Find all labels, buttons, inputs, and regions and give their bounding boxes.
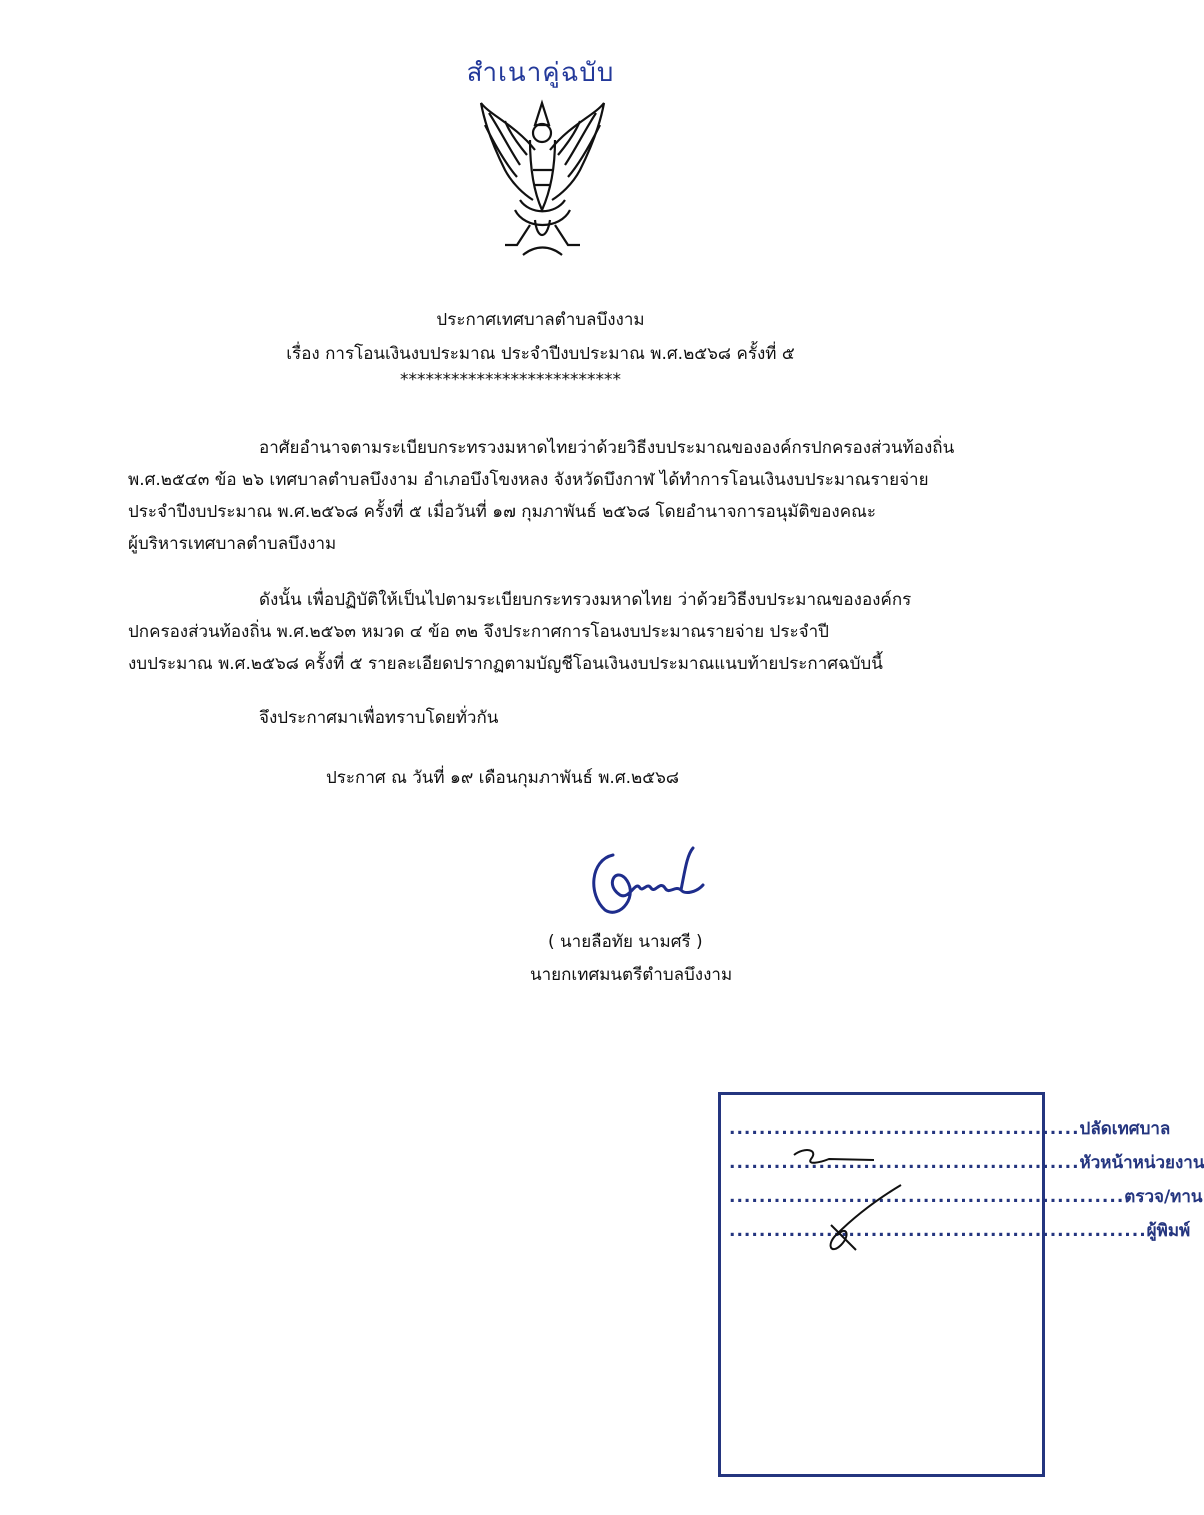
- approval-row-typist: ........................................................ ผู้พิมพ์: [729, 1217, 1042, 1244]
- garuda-emblem-icon: [475, 95, 610, 265]
- announcement-date: ประกาศ ณ วันที่ ๑๙ เดือนกุมภาพันธ์ พ.ศ.๒๕๖๘: [326, 768, 680, 788]
- paragraph-line: ดังนั้น เพื่อปฏิบัติให้เป็นไปตามระเบียบกระทรวงมหาดไทย ว่าด้วยวิธีงบประมาณขององค์กร: [259, 590, 912, 610]
- handwritten-signature: [585, 840, 710, 925]
- copy-stamp: สำเนาคู่ฉบับ: [466, 58, 615, 88]
- paragraph-line: ปกครองส่วนท้องถิ่น พ.ศ.๒๕๖๓ หมวด ๔ ข้อ ๓๒ จึงประกาศการโอนงบประมาณรายจ่าย ประจำปี: [128, 622, 829, 642]
- paragraph-line: งบประมาณ พ.ศ.๒๕๖๘ ครั้งที่ ๕ รายละเอียดปรากฏตามบัญชีโอนเงินงบประมาณแนบท้ายประกาศฉบับนี้: [128, 654, 883, 674]
- approval-box: [718, 1092, 1204, 1477]
- approval-row-head: ............................................... หัวหน้าหน่วยงาน: [729, 1149, 1042, 1176]
- signatory-name: ( นายลือทัย นามศรี ): [548, 932, 703, 952]
- approval-row-deputy: ............................................... ปลัดเทศบาล: [729, 1115, 1042, 1142]
- paragraph-line: ประจำปีงบประมาณ พ.ศ.๒๕๖๘ ครั้งที่ ๕ เมื่อวันที่ ๑๗ กุมภาพันธ์ ๒๕๖๘ โดยอำนาจการอนุมัติของคณะ: [128, 502, 876, 522]
- announcement-subject: เรื่อง การโอนเงินงบประมาณ ประจำปีงบประมาณ พ.ศ.๒๕๖๘ ครั้งที่ ๕: [286, 344, 795, 364]
- approval-label: ปลัดเทศบาล: [1079, 1119, 1171, 1139]
- paragraph-line: ผู้บริหารเทศบาลตำบลบึงงาม: [128, 534, 337, 554]
- approval-label: ผู้พิมพ์: [1146, 1221, 1191, 1241]
- paragraph-line: พ.ศ.๒๕๔๓ ข้อ ๒๖ เทศบาลตำบลบึงงาม อำเภอบึงโขงหลง จังหวัดบึงกาฬ ได้ทำการโอนเงินงบประมาณรายจ่าย: [128, 470, 929, 490]
- approval-label: หัวหน้าหน่วยงาน: [1079, 1153, 1204, 1173]
- approval-label: ตรวจ/ทาน: [1124, 1187, 1203, 1207]
- signatory-position: นายกเทศมนตรีตำบลบึงงาม: [530, 965, 733, 985]
- body-paragraph-3: จึงประกาศมาเพื่อทราบโดยทั่วกัน: [259, 708, 499, 728]
- body-paragraph-2: [128, 584, 1028, 680]
- announcement-title: ประกาศเทศบาลตำบลบึงงาม: [436, 310, 645, 330]
- heading-separator: **************************: [400, 370, 621, 390]
- approval-row-check: ..................................................... ตรวจ/ทาน: [729, 1183, 1042, 1210]
- paragraph-line: อาศัยอำนาจตามระเบียบกระทรวงมหาดไทยว่าด้วยวิธีงบประมาณขององค์กรปกครองส่วนท้องถิ่น: [259, 438, 955, 458]
- body-paragraph-1: [128, 432, 1028, 560]
